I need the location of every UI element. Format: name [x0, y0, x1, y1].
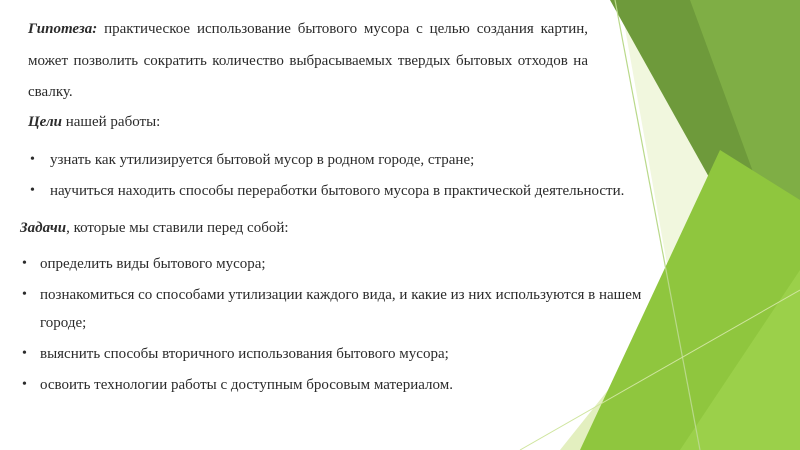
hypothesis-text: практическое использование бытового мусора с целью создания картин, может позволить сократить количество выбрасываемых твердых бытовых отходов на свалку. — [28, 21, 589, 100]
hypothesis-label: Гипотеза: — [28, 21, 98, 37]
task-item: познакомиться со способами утилизации каждого вида, и какие из них используются в нашем — [40, 287, 642, 303]
tasks-label: Задачи — [20, 220, 67, 236]
goals-heading — [28, 114, 160, 131]
goal-item: научиться находить способы переработки бытового мусора в практической деятельности. — [50, 183, 625, 199]
task-item: определить виды бытового мусора; — [40, 256, 266, 272]
bullet-icon: • — [22, 377, 27, 392]
goals-label: Цели — [28, 114, 62, 130]
hypothesis-paragraph — [28, 14, 588, 109]
tasks-heading — [20, 220, 289, 237]
goal-item: узнать как утилизируется бытовой мусор в родном городе, стране; — [50, 152, 475, 168]
bullet-icon: • — [22, 256, 27, 271]
bullet-icon: • — [30, 183, 35, 198]
bullet-icon: • — [30, 152, 35, 167]
bullet-icon: • — [22, 287, 27, 302]
goals-suffix: нашей работы: — [62, 114, 161, 130]
bullet-icon: • — [22, 346, 27, 361]
tasks-suffix: , которые мы ставили перед собой: — [66, 220, 289, 236]
task-item-continuation: городе; — [40, 315, 87, 331]
task-item: освоить технологии работы с доступным бросовым материалом. — [40, 377, 453, 393]
task-item: выяснить способы вторичного использования бытового мусора; — [40, 346, 449, 362]
